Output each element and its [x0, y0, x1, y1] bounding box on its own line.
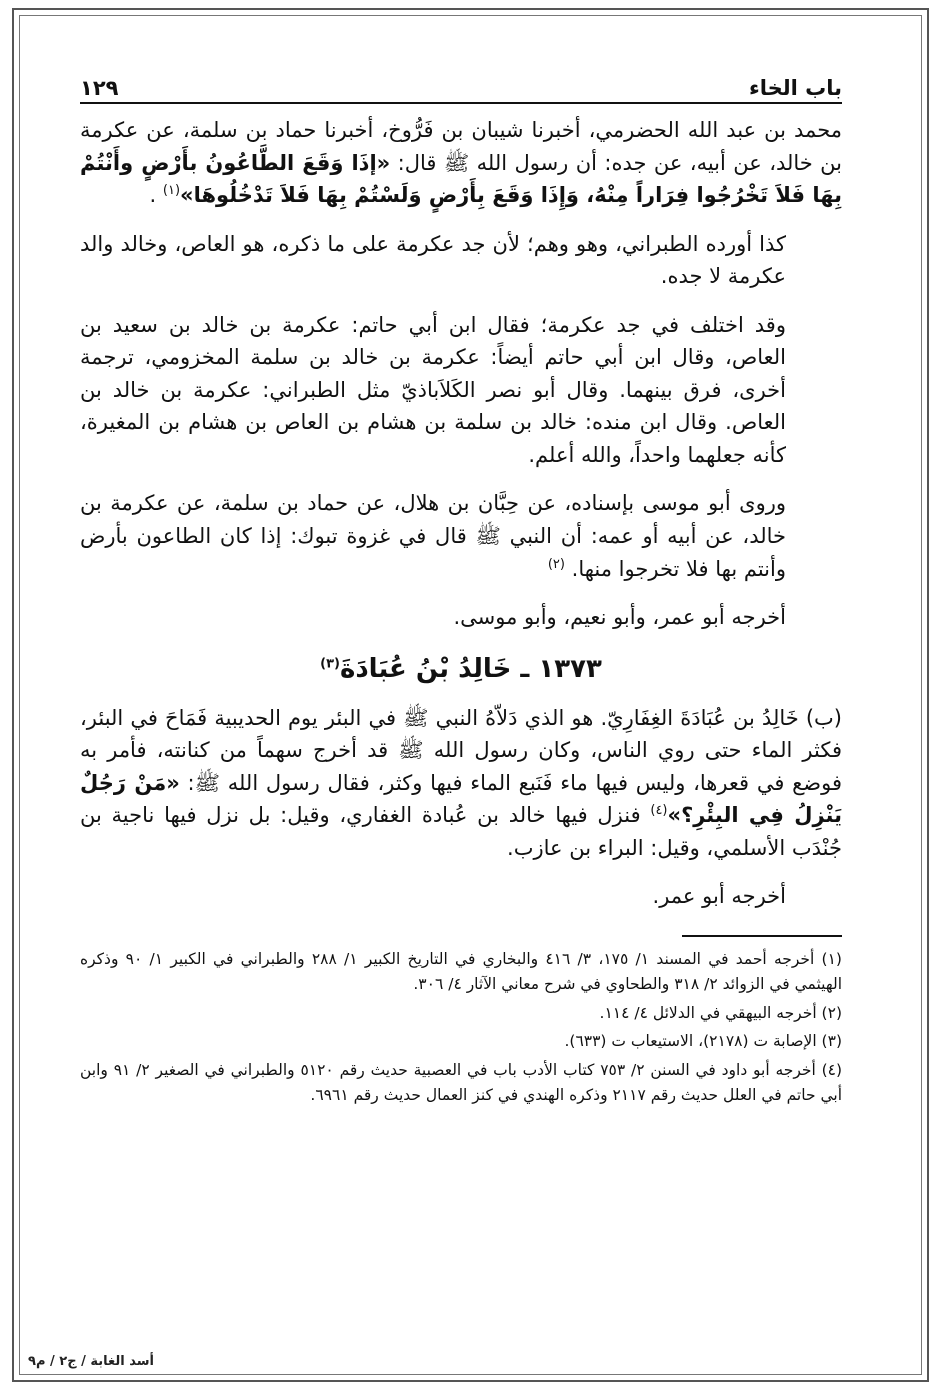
entry-heading: ١٣٧٣ ـ خَالِدُ بْنُ عُبَادَةَ$^{(٣)}$ — [320, 653, 602, 684]
paragraph-5: أخرجه أبو عمر، وأبو نعيم، وأبو موسى. — [453, 605, 786, 630]
paragraph-1: محمد بن عبد الله الحضرمي، أخبرنا شيبان بن فَرُّوخ، أخبرنا حماد بن سلمة، عن عكرمة بن خالد، عن أبيه، عن جده: أن رسول الله ﷺ قال: «إذَا وَقَعَ الطَّاعُونُ بأَرْضٍ وأَنْتُمْ بِهَا فَلاَ تَخْرُجُوا فِرَاراً مِنْهُ، وَإِذَا وَقَعَ بِأَرْضٍ وَلَسْتُمْ بِهَا فَلاَ تَدْخُلُوهَا»$^{(١)}$ . — [80, 118, 843, 208]
footnote-4: (٤) أخرجه أبو داود في السنن ٢/ ٧٥٣ كتاب الأدب باب في العصبية حديث رقم ٥١٢٠ والطبراني في الصغير ٢/ ٩١ وابن أبي حاتم في العلل حديث رقم ٢١١٧ وذكره الهندي في كنز العمال حديث رقم ٦٩٦١. — [80, 1061, 843, 1104]
footnote-2: (٢) أخرجه البيهقي في الدلائل ٤/ ١١٤. — [599, 1003, 842, 1022]
paragraph-6: (ب) خَالِدُ بن عُبَادَةَ الغِفَارِيّ. هو الذي دَلاّهُ النبي ﷺ في البئر يوم الحديبية فَمَاحَ في البئر، فكثر الماء حتى روي الناس، وكان رسول الله ﷺ قد أخرج سهماً من كنانته، فأمر به فوضع في قعرها، وليس فيها ماء فَنَبع الماء فيها وكثر، فقال رسول الله ﷺ: «مَنْ رَجُلٌ يَنْزِلُ فِي البِئْرِ؟»$^{(٤)}$ فنزل فيها خالد بن عُبادة الغفاري، وقيل: بل نزل فيها ناجية بن جُنْدَب الأسلمي، وقيل: البراء بن عازب. — [80, 705, 843, 860]
footnote-1: (١) أخرجه أحمد في المسند ١/ ١٧٥، ٣/ ٤١٦ والبخاري في التاريخ الكبير ١/ ٢٨٨ والطبراني في الكبير ١/ ٩٠ وذكره الهيثمي في الزوائد ٢/ ٣١٨ والطحاوي في شرح معاني الآثار ٤/ ٣٠٦. — [80, 949, 842, 993]
footnote-ref-3: (٣) — [320, 656, 340, 671]
running-header — [80, 76, 842, 104]
footnotes — [80, 947, 842, 1108]
paragraph-4: وروى أبو موسى بإسناده، عن حِبَّان بن هلال، عن حماد بن سلمة، عن عكرمة بن خالد، عن أبيه أو عمه: أن النبي ﷺ قال في غزوة تبوك: إذا كان الطاعون بأرض وأنتم بها فلا تخرجوا منها. $^{(٢)}$ — [80, 491, 786, 581]
hadith-quote-2: «مَنْ رَجُلٌ يَنْزِلُ فِي البِئْرِ؟» — [80, 770, 842, 828]
footnote-separator — [682, 935, 842, 937]
chapter-title: باب الخاء — [748, 76, 842, 100]
hadith-quote: «إذَا وَقَعَ الطَّاعُونُ بأَرْضٍ وأَنْتُمْ بِهَا فَلاَ تَخْرُجُوا فِرَاراً مِنْهُ، وَإِذَا وَقَعَ بِأَرْضٍ وَلَسْتُمْ بِهَا فَلاَ تَدْخُلُوهَا» — [80, 150, 842, 208]
signature-footer: أسد الغابة / ج٢ / م٩ — [28, 1354, 154, 1369]
paragraph-2: كذا أورده الطبراني، وهو وهم؛ لأن جد عكرمة على ما ذكره، هو العاص، وخالد والد عكرمة لا جده. — [80, 231, 786, 289]
page-number: ١٢٩ — [80, 76, 119, 100]
footnote-3: (٣) الإصابة ت (٢١٧٨)، الاستيعاب ت (٦٣٣). — [564, 1032, 842, 1051]
paragraph-7: أخرجه أبو عمر. — [652, 884, 786, 909]
footnote-ref-4: (٤) — [650, 803, 668, 819]
paragraph-3: وقد اختلف في جد عكرمة؛ فقال ابن أبي حاتم: عكرمة بن خالد بن سعيد بن العاص، وقال ابن أبي حاتم أيضاً: عكرمة بن خالد بن سلمة المخزومي، ترجمة أخرى، فرق بينهما. وقال أبو نصر الكَلاَباذيّ مثل الطبراني: عكرمة بن خالد بن العاص. وقال ابن منده: خالد بن سلمة بن هشام بن العاص بن هشام بن المغيرة، كأنه جعلهما واحداً، والله أعلم. — [80, 312, 786, 467]
footnote-ref-2: (٢) — [547, 556, 565, 572]
footnote-ref-1: (١) — [162, 183, 181, 199]
book-page — [80, 76, 842, 1112]
